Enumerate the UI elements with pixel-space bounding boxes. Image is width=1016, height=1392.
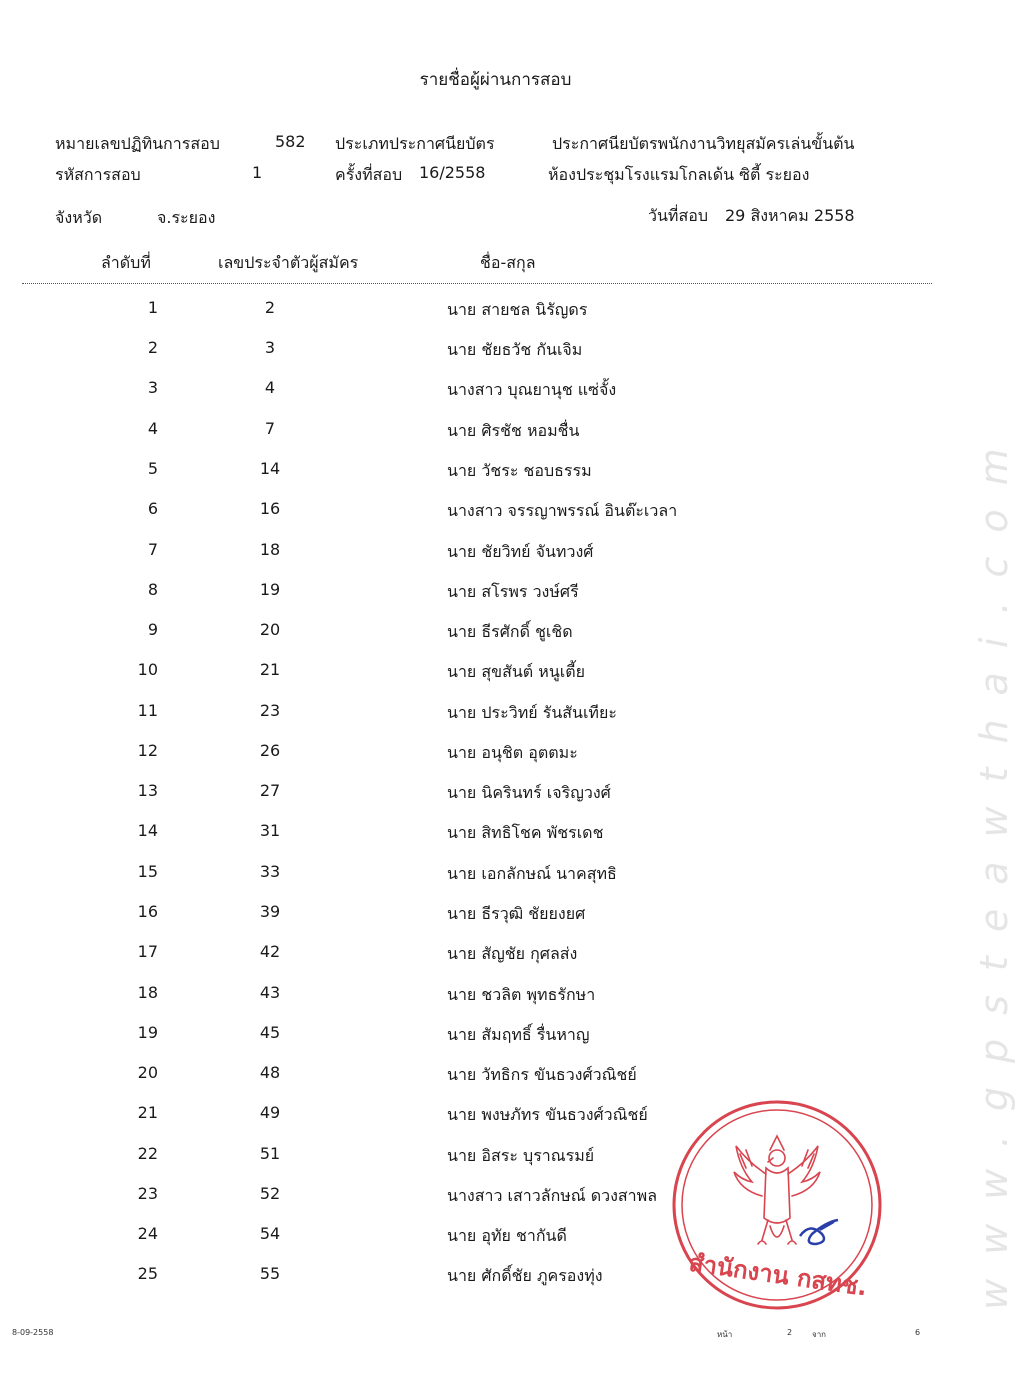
table-row bbox=[0, 983, 991, 1023]
cert-type-value: ประกาศนียบัตรพนักงานวิทยุสมัครเล่นขั้นต้น bbox=[552, 134, 855, 153]
column-header-name: ชื่อ-สกุล bbox=[480, 253, 536, 272]
cert-type-label: ประเภทประกาศนียบัตร bbox=[335, 134, 495, 153]
row-candidate-id: 48 bbox=[259, 1063, 281, 1082]
row-name: นาย นิครินทร์ เจริญวงศ์ bbox=[447, 783, 611, 802]
row-candidate-id: 14 bbox=[259, 459, 281, 478]
watermark-text: www.gpsteawthai.com bbox=[972, 424, 1016, 1310]
table-row bbox=[0, 741, 991, 781]
column-header-candidate-id: เลขประจำตัวผู้สมัคร bbox=[218, 253, 359, 272]
row-name: นาย วัชระ ชอบธรรม bbox=[447, 461, 592, 480]
column-header-no: ลำดับที่ bbox=[101, 253, 151, 272]
row-candidate-id: 20 bbox=[259, 620, 281, 639]
row-candidate-id: 16 bbox=[259, 499, 281, 518]
row-no: 24 bbox=[137, 1224, 158, 1243]
row-no: 2 bbox=[147, 338, 158, 357]
row-no: 8 bbox=[147, 580, 158, 599]
row-no: 6 bbox=[147, 499, 158, 518]
print-date: 8-09-2558 bbox=[12, 1328, 54, 1337]
row-name: นาย ชวลิต พุทธรักษา bbox=[447, 985, 596, 1004]
table-row bbox=[0, 1063, 991, 1103]
row-name: นาย สายชล นิรัญดร bbox=[447, 300, 588, 319]
of-label: จาก bbox=[812, 1330, 827, 1339]
row-candidate-id: 54 bbox=[259, 1224, 281, 1243]
row-candidate-id: 43 bbox=[259, 983, 281, 1002]
table-row bbox=[0, 580, 991, 620]
row-no: 20 bbox=[137, 1063, 158, 1082]
row-candidate-id: 45 bbox=[259, 1023, 281, 1042]
row-candidate-id: 52 bbox=[259, 1184, 281, 1203]
row-candidate-id: 7 bbox=[264, 419, 276, 438]
row-no: 5 bbox=[147, 459, 158, 478]
row-no: 16 bbox=[137, 902, 158, 921]
table-row bbox=[0, 459, 991, 499]
row-name: นาย วัทธิกร ขันธวงศ์วณิชย์ bbox=[447, 1065, 637, 1084]
operation-no-value: 582 bbox=[275, 132, 306, 151]
row-name: นางสาว บุณยานุช แซ่จั้ง bbox=[447, 380, 617, 399]
operation-no-label: หมายเลขปฏิทินการสอบ bbox=[55, 134, 220, 153]
row-name: นาย สุขสันต์ หนูเตี้ย bbox=[447, 662, 585, 681]
row-no: 12 bbox=[137, 741, 158, 760]
exam-date-value: 29 สิงหาคม 2558 bbox=[725, 206, 855, 225]
row-candidate-id: 21 bbox=[259, 660, 281, 679]
row-no: 19 bbox=[137, 1023, 158, 1042]
row-candidate-id: 55 bbox=[259, 1264, 281, 1283]
table-row bbox=[0, 942, 991, 982]
header-divider bbox=[22, 283, 932, 284]
venue: ห้องประชุมโรงแรมโกลเด้น ซิตี้ ระยอง bbox=[548, 165, 810, 184]
session-value: 16/2558 bbox=[419, 163, 486, 182]
row-candidate-id: 19 bbox=[259, 580, 281, 599]
row-candidate-id: 39 bbox=[259, 902, 281, 921]
row-no: 9 bbox=[147, 620, 158, 639]
row-name: นาย ศักดิ์ชัย ภูครองทุ่ง bbox=[447, 1266, 603, 1285]
row-name: นาย ศิรชัช หอมชื่น bbox=[447, 421, 580, 440]
row-candidate-id: 42 bbox=[259, 942, 281, 961]
exam-date-label: วันที่สอบ bbox=[648, 206, 708, 225]
table-row bbox=[0, 821, 991, 861]
row-name: นาย ชัยธวัช กันเจิม bbox=[447, 340, 583, 359]
page-label: หน้า bbox=[717, 1330, 733, 1339]
row-no: 4 bbox=[147, 419, 158, 438]
province-value: จ.ระยอง bbox=[157, 208, 216, 227]
row-candidate-id: 18 bbox=[259, 540, 281, 559]
exam-code-value: 1 bbox=[252, 163, 263, 182]
row-candidate-id: 26 bbox=[259, 741, 281, 760]
table-row bbox=[0, 499, 991, 539]
row-name: นาย สโรพร วงษ์ศรี bbox=[447, 582, 579, 601]
row-no: 1 bbox=[147, 298, 158, 317]
page-total: 6 bbox=[915, 1328, 921, 1337]
row-no: 11 bbox=[137, 701, 158, 720]
row-candidate-id: 33 bbox=[259, 862, 281, 881]
table-row bbox=[0, 902, 991, 942]
watermark bbox=[912, 200, 1016, 1320]
table-row bbox=[0, 660, 991, 700]
table-row bbox=[0, 1023, 991, 1063]
row-name: นาย อิสระ บุราณรมย์ bbox=[447, 1146, 595, 1165]
row-candidate-id: 51 bbox=[259, 1144, 281, 1163]
table-row bbox=[0, 862, 991, 902]
row-no: 23 bbox=[137, 1184, 158, 1203]
row-no: 22 bbox=[137, 1144, 158, 1163]
row-name: นาย ประวิทย์ รันสันเทียะ bbox=[447, 703, 617, 722]
table-row bbox=[0, 298, 991, 338]
table-row bbox=[0, 620, 991, 660]
row-candidate-id: 31 bbox=[259, 821, 281, 840]
row-no: 18 bbox=[137, 983, 158, 1002]
row-no: 21 bbox=[137, 1103, 158, 1122]
row-name: นาย อนุชิต อุตตมะ bbox=[447, 743, 578, 762]
row-candidate-id: 2 bbox=[264, 298, 276, 317]
row-name: นางสาว เสาวลักษณ์ ดวงสาพล bbox=[447, 1186, 658, 1205]
exam-code-label: รหัสการสอบ bbox=[55, 165, 141, 184]
svg-text:สำนักงาน กสทช.: สำนักงาน กสทช. bbox=[687, 1248, 869, 1302]
row-name: นาย อุทัย ชากันดี bbox=[447, 1226, 567, 1245]
row-no: 7 bbox=[147, 540, 158, 559]
table-row bbox=[0, 378, 991, 418]
row-name: นาย สัมฤทธิ์ รื่นหาญ bbox=[447, 1025, 590, 1044]
table-row bbox=[0, 540, 991, 580]
row-candidate-id: 3 bbox=[264, 338, 276, 357]
row-name: นาย สัญชัย กุศลส่ง bbox=[447, 944, 578, 963]
table-row bbox=[0, 781, 991, 821]
row-no: 25 bbox=[137, 1264, 158, 1283]
row-candidate-id: 27 bbox=[259, 781, 281, 800]
row-no: 15 bbox=[137, 862, 158, 881]
row-name: นาย ธีรวุฒิ ชัยยงยศ bbox=[447, 904, 586, 923]
row-name: นาย เอกลักษณ์ นาคสุทธิ bbox=[447, 864, 617, 883]
page-current: 2 bbox=[787, 1328, 793, 1337]
row-no: 17 bbox=[137, 942, 158, 961]
row-no: 3 bbox=[147, 378, 158, 397]
row-name: นาย พงษภัทร ขันธวงศ์วณิชย์ bbox=[447, 1105, 648, 1124]
row-candidate-id: 49 bbox=[259, 1103, 281, 1122]
table-row bbox=[0, 419, 991, 459]
row-no: 10 bbox=[137, 660, 158, 679]
row-candidate-id: 4 bbox=[264, 378, 276, 397]
row-name: นาย ชัยวิทย์ จันทวงศ์ bbox=[447, 542, 594, 561]
row-no: 13 bbox=[137, 781, 158, 800]
row-name: นาย ธีรศักดิ์ ชูเชิด bbox=[447, 622, 573, 641]
row-candidate-id: 23 bbox=[259, 701, 281, 720]
table-row bbox=[0, 701, 991, 741]
official-seal bbox=[670, 1098, 885, 1313]
row-name: นาย สิทธิโชค พัชรเดช bbox=[447, 823, 604, 842]
table-row bbox=[0, 338, 991, 378]
page-title: รายชื่อผู้ผ่านการสอบ bbox=[419, 70, 572, 90]
row-no: 14 bbox=[137, 821, 158, 840]
row-name: นางสาว จรรญาพรรณ์ อินต๊ะเวลา bbox=[447, 501, 678, 520]
session-label: ครั้งที่สอบ bbox=[335, 165, 403, 184]
province-label: จังหวัด bbox=[55, 208, 103, 227]
